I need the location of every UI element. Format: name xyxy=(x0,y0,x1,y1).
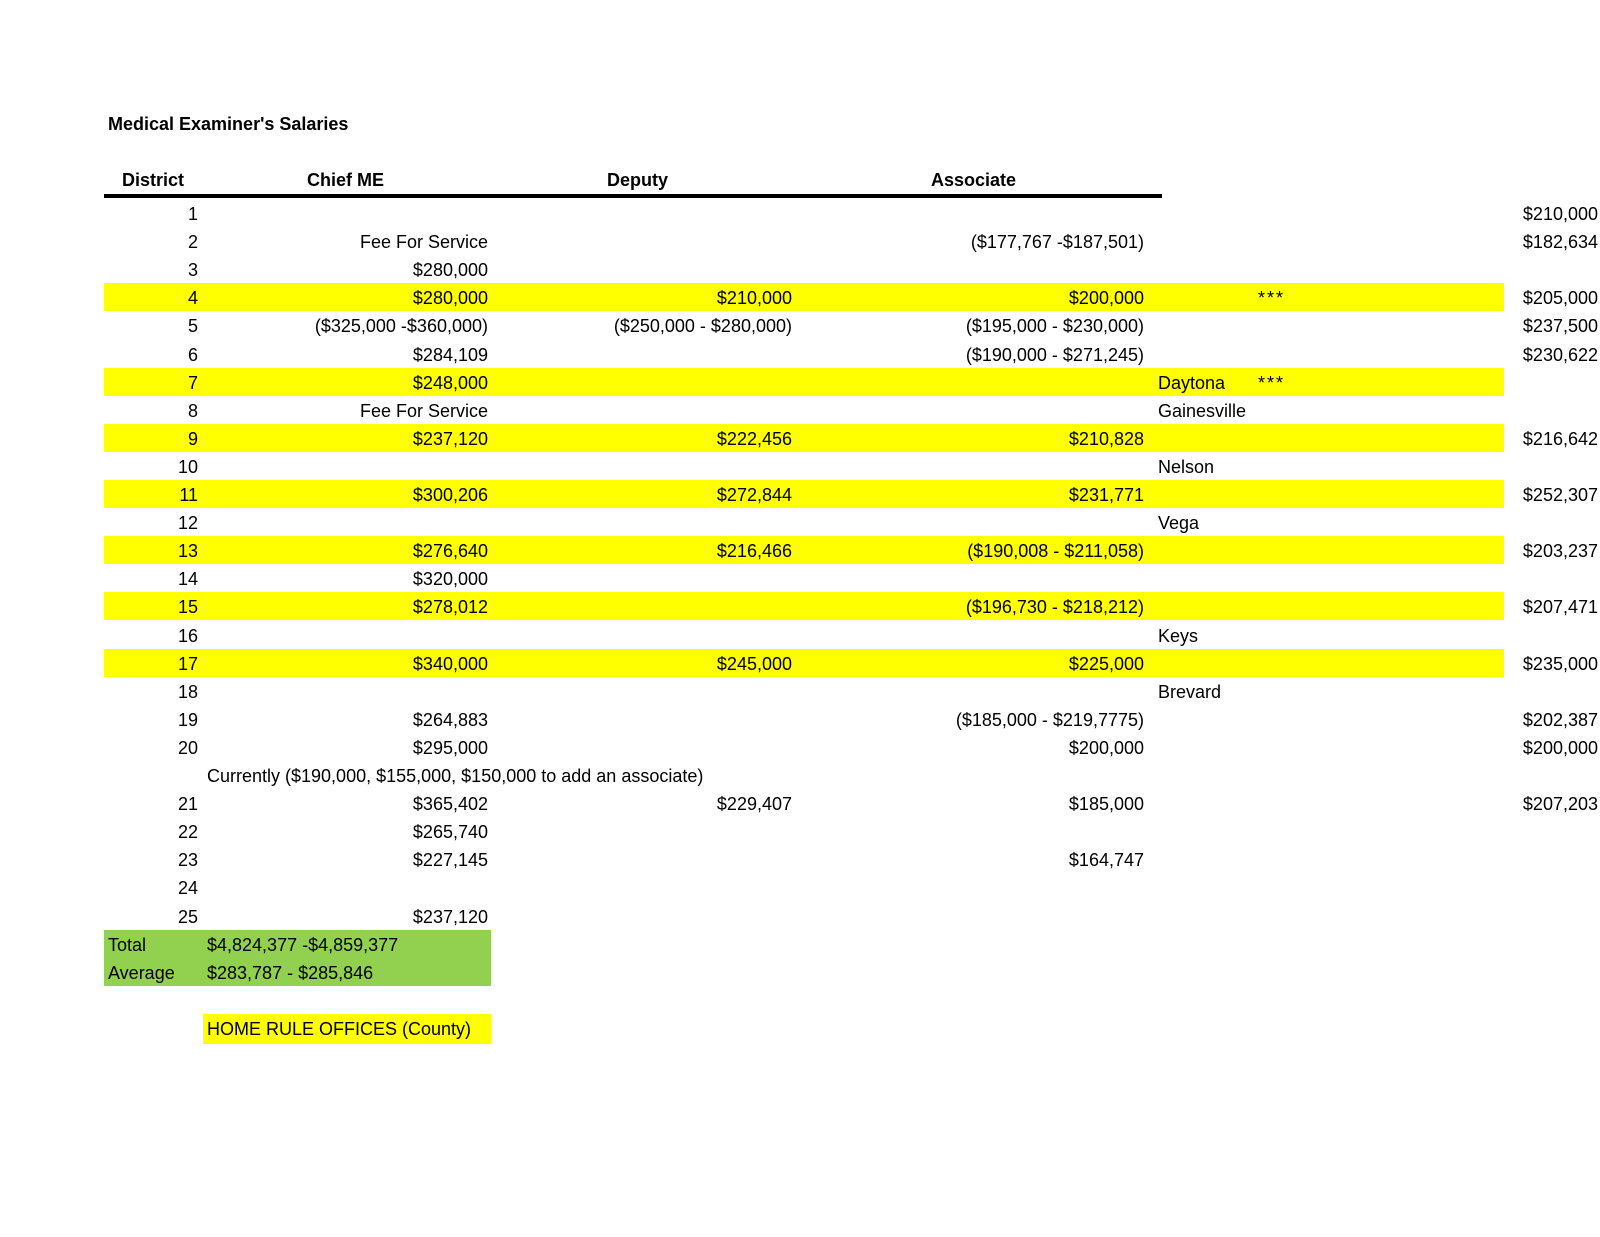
table-row xyxy=(104,902,1504,930)
deputy-cell: $216,466 xyxy=(716,541,792,562)
table-row xyxy=(104,705,1598,733)
table-row xyxy=(104,621,1504,649)
district-cell: 22 xyxy=(177,822,198,843)
document-title: Medical Examiner's Salaries xyxy=(108,114,349,134)
salary-cell: $216,642 xyxy=(1522,428,1598,449)
home-rule-legend xyxy=(203,1014,491,1044)
total-label: Total xyxy=(108,935,147,955)
chief-me-cell: $237,120 xyxy=(412,906,488,927)
table-row xyxy=(104,255,1504,283)
chief-me-cell: $280,000 xyxy=(412,260,488,281)
table-row xyxy=(104,733,1598,761)
location-cell: Vega xyxy=(1158,513,1200,534)
chief-me-cell: $320,000 xyxy=(412,569,488,590)
deputy-cell: $229,407 xyxy=(716,794,792,815)
table-row xyxy=(104,873,1504,901)
district-cell: 16 xyxy=(177,625,198,646)
district-cell: 17 xyxy=(177,653,198,674)
district-cell: 8 xyxy=(187,400,198,421)
associate-cell: $200,000 xyxy=(1068,737,1144,758)
chief-me-cell: Fee For Service xyxy=(359,400,488,421)
chief-me-cell: $237,120 xyxy=(412,428,488,449)
chief-me-cell: $284,109 xyxy=(412,344,488,365)
district-cell: 6 xyxy=(187,344,198,365)
district-cell: 7 xyxy=(187,372,198,393)
table-row xyxy=(104,227,1598,255)
district-cell: 3 xyxy=(187,260,198,281)
salary-cell: $207,203 xyxy=(1522,794,1598,815)
table-row xyxy=(104,199,1598,227)
district-cell: 24 xyxy=(177,878,198,899)
asterisk-note-cell: *** xyxy=(1258,288,1286,309)
location-cell: Nelson xyxy=(1158,456,1215,477)
salary-cell: $200,000 xyxy=(1522,737,1598,758)
associate-cell: ($196,730 - $218,212) xyxy=(965,597,1144,618)
associate-cell: ($177,767 -$187,501) xyxy=(970,232,1144,253)
district-cell: 19 xyxy=(177,709,198,730)
chief-me-cell: $340,000 xyxy=(412,653,488,674)
chief-me-cell: $280,000 xyxy=(412,288,488,309)
district-cell: 14 xyxy=(177,569,198,590)
salary-cell: $210,000 xyxy=(1522,204,1598,224)
salary-cell: $202,387 xyxy=(1522,709,1598,730)
district-cell: 1 xyxy=(187,204,198,224)
associate-cell: $225,000 xyxy=(1068,653,1144,674)
district-cell: 5 xyxy=(187,316,198,337)
header-chief-me: Chief ME xyxy=(307,170,385,190)
table-row xyxy=(104,283,1598,311)
district-cell: 25 xyxy=(177,906,198,927)
table-row xyxy=(104,480,1598,508)
table-row xyxy=(104,508,1504,536)
district-cell: 11 xyxy=(179,485,198,505)
associate-cell: ($190,008 - $211,058) xyxy=(967,541,1144,562)
location-cell: Keys xyxy=(1158,625,1199,646)
header-district: District xyxy=(122,170,185,190)
summary-average-row xyxy=(104,958,491,986)
salary-cell: $252,307 xyxy=(1522,485,1598,505)
associate-cell: $231,771 xyxy=(1068,485,1144,505)
salary-cell: $182,634 xyxy=(1522,232,1598,253)
salary-cell: $203,237 xyxy=(1522,541,1598,562)
location-cell: Daytona xyxy=(1158,372,1226,393)
chief-me-cell: $248,000 xyxy=(412,372,488,393)
table-row xyxy=(104,311,1598,339)
average-label: Average xyxy=(108,963,175,983)
district-cell: 21 xyxy=(177,794,198,815)
table-row xyxy=(104,592,1598,620)
deputy-cell: $272,844 xyxy=(716,485,792,505)
table-row xyxy=(104,424,1598,452)
table-row xyxy=(104,368,1504,396)
summary-total-row xyxy=(104,930,491,958)
district-cell: 4 xyxy=(187,288,198,309)
chief-me-cell: $227,145 xyxy=(412,850,488,871)
table-row xyxy=(104,452,1504,480)
table-row xyxy=(104,649,1598,677)
salary-cell: $237,500 xyxy=(1522,316,1598,337)
associate-cell: $210,828 xyxy=(1068,428,1144,449)
salary-cell: $235,000 xyxy=(1522,653,1598,674)
district-cell: 9 xyxy=(187,428,198,449)
table-row xyxy=(104,789,1598,817)
average-value: $283,787 - $285,846 xyxy=(207,963,374,983)
chief-me-cell: ($325,000 -$360,000) xyxy=(314,316,488,337)
district-cell: 18 xyxy=(177,681,198,702)
chief-me-cell: $264,883 xyxy=(412,709,488,730)
asterisk-note-cell: *** xyxy=(1258,372,1286,393)
table-row xyxy=(104,845,1504,873)
district-cell: 15 xyxy=(177,597,198,618)
chief-me-cell: $365,402 xyxy=(412,794,488,815)
home-rule-legend-label: HOME RULE OFFICES (County) xyxy=(207,1019,472,1039)
deputy-cell: $222,456 xyxy=(716,428,792,449)
chief-me-cell: Fee For Service xyxy=(359,232,488,253)
district-cell: 23 xyxy=(177,850,198,871)
table-row xyxy=(104,396,1504,424)
associate-cell: ($185,000 - $219,7775) xyxy=(955,709,1144,730)
district-cell: 2 xyxy=(187,232,198,253)
district-cell: 13 xyxy=(177,541,198,562)
chief-me-cell: $276,640 xyxy=(412,541,488,562)
deputy-cell: ($250,000 - $280,000) xyxy=(613,316,792,337)
associate-cell: ($190,000 - $271,245) xyxy=(965,344,1144,365)
total-value: $4,824,377 -$4,859,377 xyxy=(207,935,399,955)
chief-me-cell: $295,000 xyxy=(412,737,488,758)
table-row xyxy=(104,536,1598,564)
header-deputy: Deputy xyxy=(607,170,669,190)
location-cell: Brevard xyxy=(1158,681,1222,702)
associate-cell: $164,747 xyxy=(1068,850,1144,871)
location-cell: Gainesville xyxy=(1158,400,1247,421)
salary-cell: $207,471 xyxy=(1522,597,1598,618)
district-cell: 12 xyxy=(177,513,198,534)
deputy-cell: $210,000 xyxy=(716,288,792,309)
header-rule xyxy=(104,194,1162,198)
chief-me-cell: $278,012 xyxy=(412,597,488,618)
salary-cell: $230,622 xyxy=(1522,344,1598,365)
chief-me-cell: $265,740 xyxy=(412,822,488,843)
table-row xyxy=(104,564,1504,592)
deputy-cell: $245,000 xyxy=(716,653,792,674)
header-associate: Associate xyxy=(931,170,1017,190)
district-cell: 10 xyxy=(177,456,198,477)
note-row xyxy=(104,761,1504,789)
chief-me-cell: $300,206 xyxy=(412,485,488,505)
table-row xyxy=(104,817,1504,845)
note-text: Currently ($190,000, $155,000, $150,000 to add an associate) xyxy=(207,766,704,786)
associate-cell: ($195,000 - $230,000) xyxy=(965,316,1144,337)
table-row xyxy=(104,340,1598,368)
salary-cell: $205,000 xyxy=(1522,288,1598,309)
table-row xyxy=(104,677,1504,705)
district-cell: 20 xyxy=(177,737,198,758)
associate-cell: $185,000 xyxy=(1068,794,1144,815)
associate-cell: $200,000 xyxy=(1068,288,1144,309)
